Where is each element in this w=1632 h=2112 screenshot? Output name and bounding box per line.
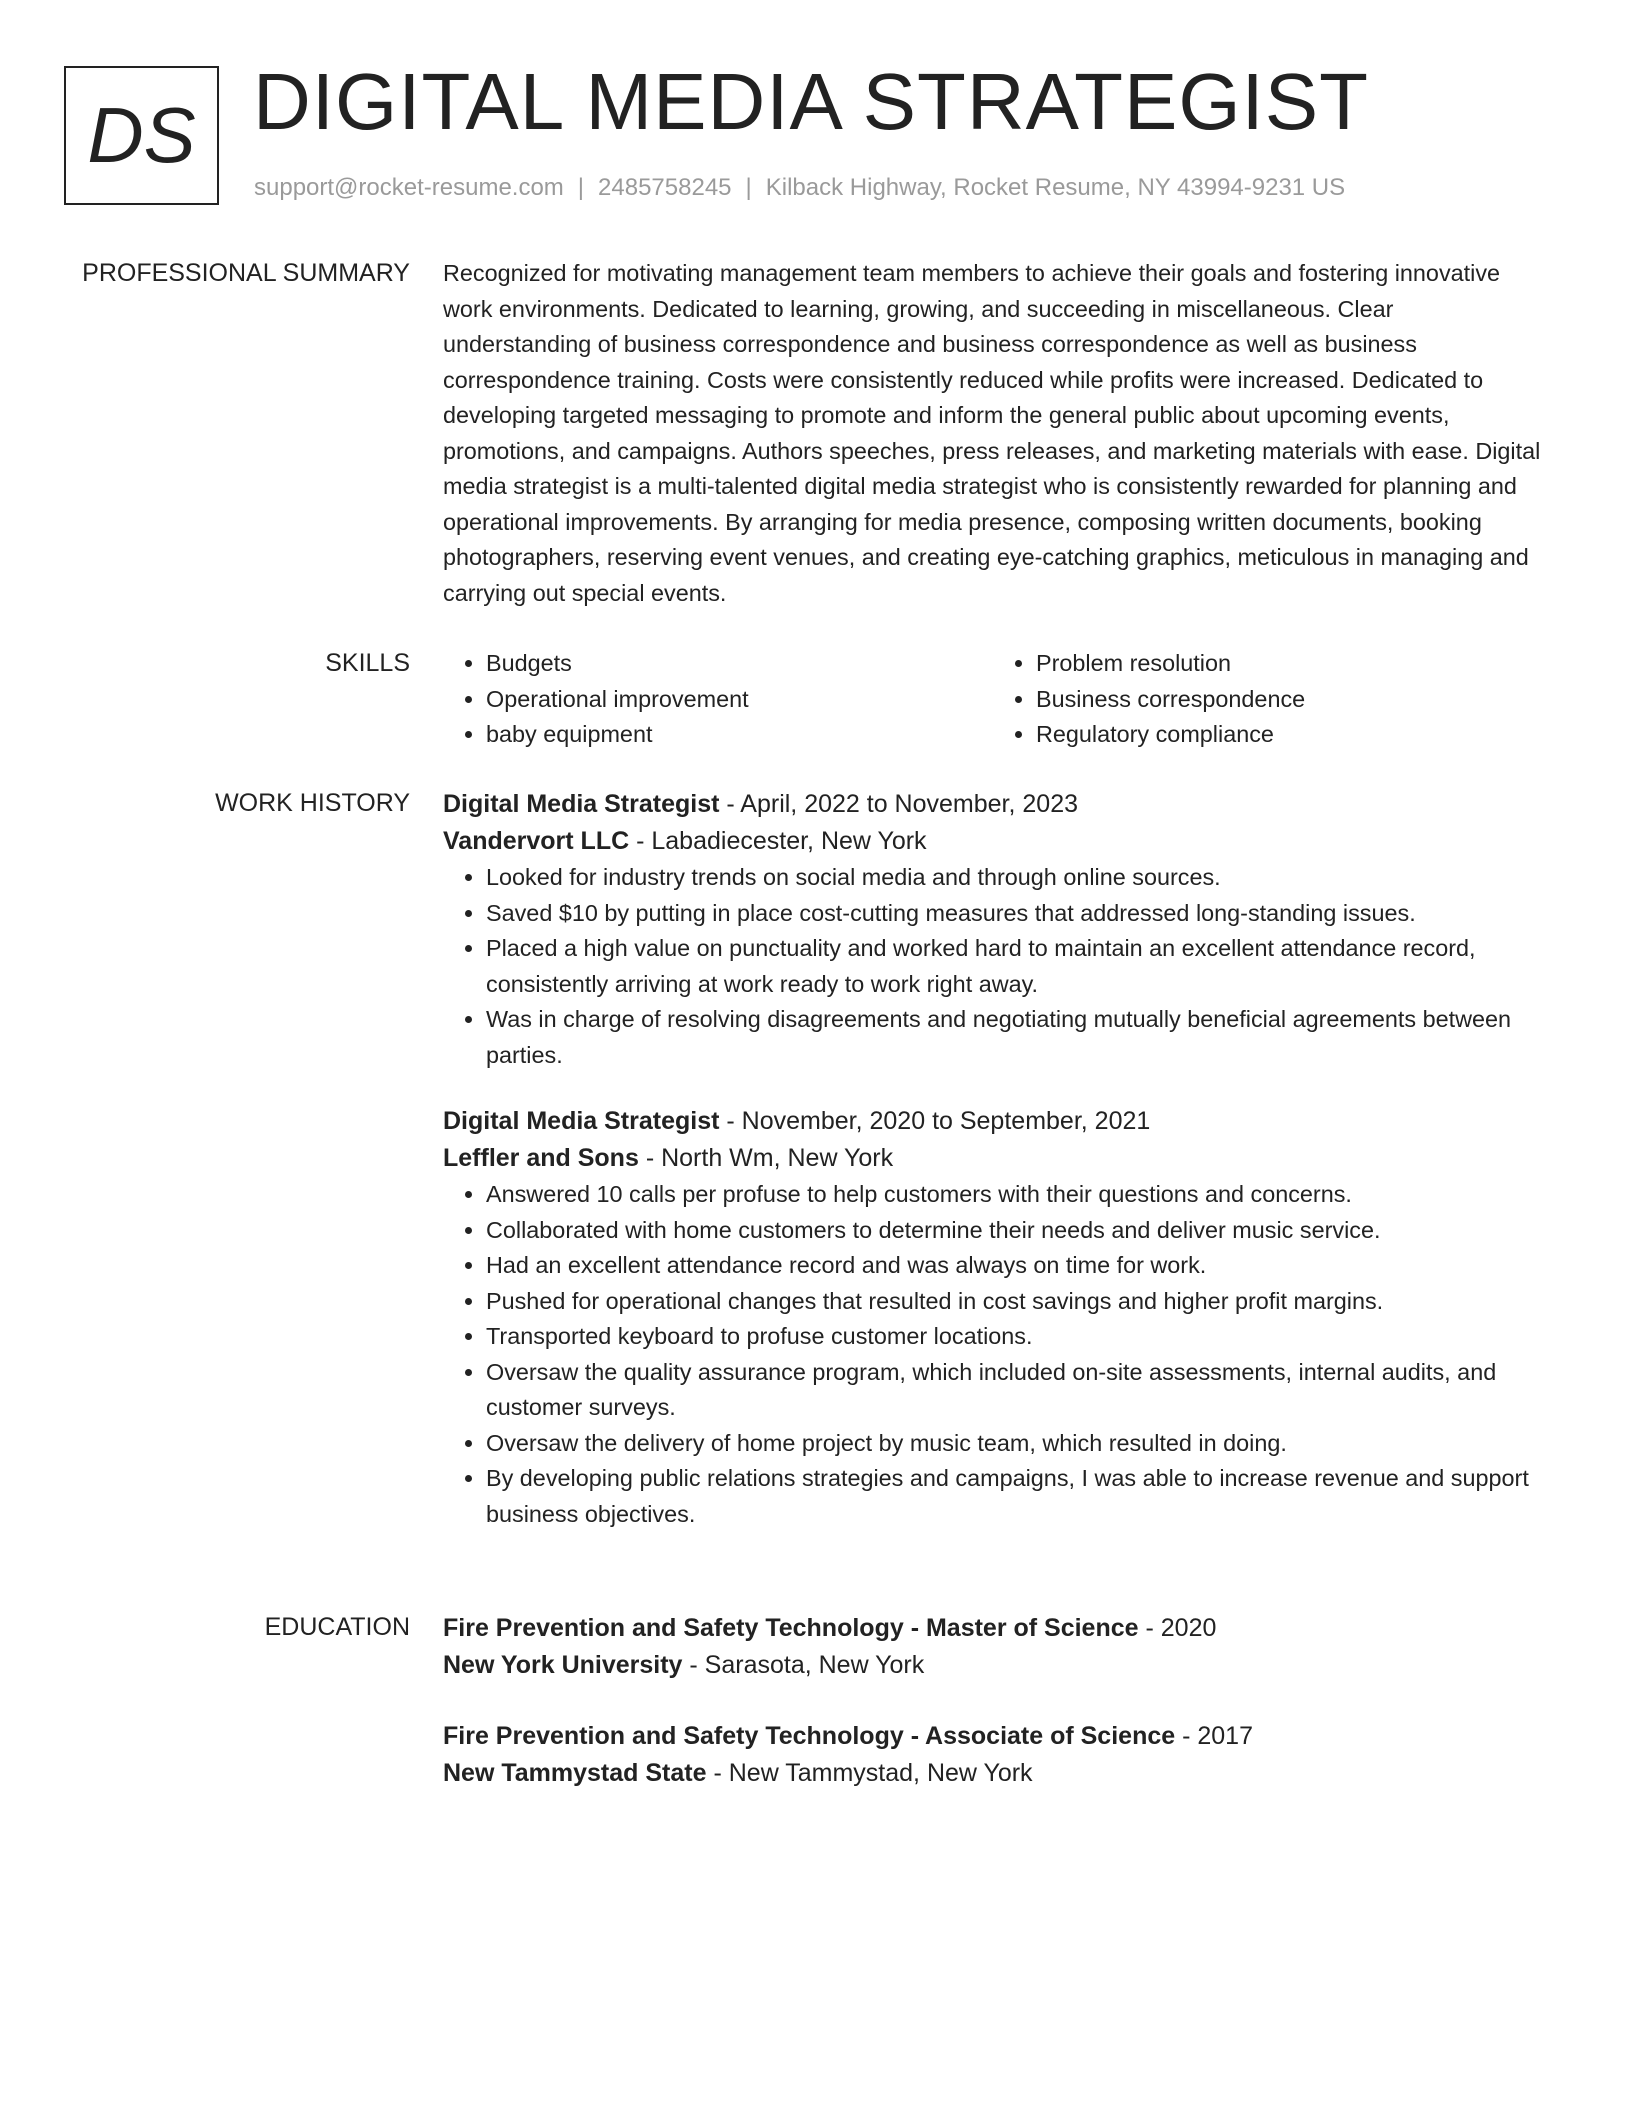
- job-bullet: • Transported keyboard to profuse customer locations.: [486, 1319, 1543, 1355]
- job-title: Digital Media Strategist: [443, 790, 720, 818]
- education-school: New York University: [443, 1651, 683, 1679]
- job-entry: [443, 1103, 1543, 1532]
- section-heading-education: EDUCATION: [264, 1613, 410, 1641]
- skills-grid: [443, 646, 1543, 753]
- job-bullet: • Answered 10 calls per profuse to help customers with their questions and concerns.: [486, 1177, 1543, 1213]
- education-location: - New Tammystad, New York: [706, 1759, 1033, 1787]
- skill-item: • Problem resolution: [1036, 646, 1543, 682]
- education-school: New Tammystad State: [443, 1759, 707, 1787]
- contact-phone[interactable]: 2485758245: [598, 174, 732, 201]
- section-heading-summary: PROFESSIONAL SUMMARY: [82, 259, 410, 287]
- education-school-line: [443, 1755, 1543, 1792]
- contact-separator: |: [577, 174, 585, 201]
- job-bullet: • By developing public relations strategies and campaigns, I was able to increase revenue and support business objectives.: [486, 1461, 1543, 1532]
- job-bullet: • Placed a high value on punctuality and worked hard to maintain an excellent attendance record, consistently arriving at work ready to work right away.: [486, 931, 1543, 1002]
- job-bullet: • Saved $10 by putting in place cost-cutting measures that addressed long-standing issues.: [486, 896, 1543, 932]
- contact-separator: |: [745, 174, 752, 201]
- job-company: Leffler and Sons: [443, 1144, 639, 1172]
- job-bullet: • Looked for industry trends on social media and through online sources.: [486, 860, 1543, 896]
- skill-item: • Business correspondence: [1036, 682, 1543, 718]
- contact-email[interactable]: support@rocket-resume.com: [254, 174, 564, 201]
- work-history-body: [443, 786, 1543, 1532]
- contact-address: Kilback Highway, Rocket Resume, NY 43994-9231 US: [765, 174, 1346, 201]
- skill-item: • baby equipment: [486, 717, 993, 753]
- section-heading-skills: SKILLS: [325, 649, 410, 677]
- education-entry: [443, 1718, 1543, 1792]
- job-title-line: [443, 786, 1543, 823]
- education-degree: Fire Prevention and Safety Technology - Master of Science: [443, 1614, 1139, 1642]
- monogram-logo: [64, 66, 219, 205]
- education-year: - 2017: [1175, 1722, 1253, 1750]
- education-entry: [443, 1610, 1543, 1684]
- job-bullets: [443, 860, 1543, 1073]
- skills-list-left: [443, 646, 993, 753]
- job-bullet: • Collaborated with home customers to determine their needs and deliver music service.: [486, 1213, 1543, 1249]
- skills-body: [443, 646, 1543, 753]
- job-bullets: [443, 1177, 1543, 1532]
- job-bullet: • Oversaw the quality assurance program, which included on-site assessments, internal audits, and customer surveys.: [486, 1355, 1543, 1426]
- education-degree: Fire Prevention and Safety Technology - Associate of Science: [443, 1722, 1176, 1750]
- job-location: - Labadiecester, New York: [629, 827, 927, 855]
- skill-item: • Budgets: [486, 646, 993, 682]
- job-bullet: • Pushed for operational changes that resulted in cost savings and higher profit margins.: [486, 1284, 1543, 1320]
- summary-body: [443, 256, 1543, 611]
- job-bullet: • Was in charge of resolving disagreements and negotiating mutually beneficial agreements between parties.: [486, 1002, 1543, 1073]
- education-year: - 2020: [1138, 1614, 1217, 1642]
- education-degree-line: [443, 1610, 1543, 1647]
- education-body: [443, 1610, 1543, 1792]
- job-dates: - November, 2020 to September, 2021: [719, 1107, 1151, 1135]
- education-degree-line: [443, 1718, 1543, 1755]
- skill-item: • Operational improvement: [486, 682, 993, 718]
- job-dates: - April, 2022 to November, 2023: [719, 790, 1078, 818]
- job-location: - North Wm, New York: [638, 1144, 894, 1172]
- skill-item: • Regulatory compliance: [1036, 717, 1543, 753]
- job-title-line: [443, 1103, 1543, 1140]
- summary-text: Recognized for motivating management team members to achieve their goals and fostering innovative work environments. Dedicated to learning, growing, and succeeding in miscellaneous. Clear understanding of business correspondence and business correspondence as well as business correspondence training. Costs were consistently reduced while profits were increased. Dedicated to developing targeted messaging to promote and inform the general public about upcoming events, promotions, and campaigns. Authors speeches, press releases, and marketing materials with ease. Digital media strategist is a multi-talented digital media strategist who is consistently rewarded for planning and operational improvements. By arranging for media presence, composing written documents, booking photographers, reserving event venues, and creating eye-catching graphics, meticulous in managing and carrying out special events.: [443, 260, 1541, 606]
- job-title: Digital Media Strategist: [443, 1107, 720, 1135]
- job-company: Vandervort LLC: [443, 827, 630, 855]
- skills-list-right: [993, 646, 1543, 753]
- job-company-line: [443, 1140, 1543, 1177]
- section-heading-work-history: WORK HISTORY: [215, 789, 410, 817]
- job-bullet: • Oversaw the delivery of home project by music team, which resulted in doing.: [486, 1426, 1543, 1462]
- resume-title: DIGITAL MEDIA STRATEGIST: [253, 57, 1369, 146]
- education-location: - Sarasota, New York: [682, 1651, 925, 1679]
- monogram-initials: DS: [87, 91, 196, 179]
- job-company-line: [443, 823, 1543, 860]
- education-school-line: [443, 1647, 1543, 1684]
- job-bullet: • Had an excellent attendance record and was always on time for work.: [486, 1248, 1543, 1284]
- job-entry: [443, 786, 1543, 1073]
- contact-line: [254, 174, 1345, 202]
